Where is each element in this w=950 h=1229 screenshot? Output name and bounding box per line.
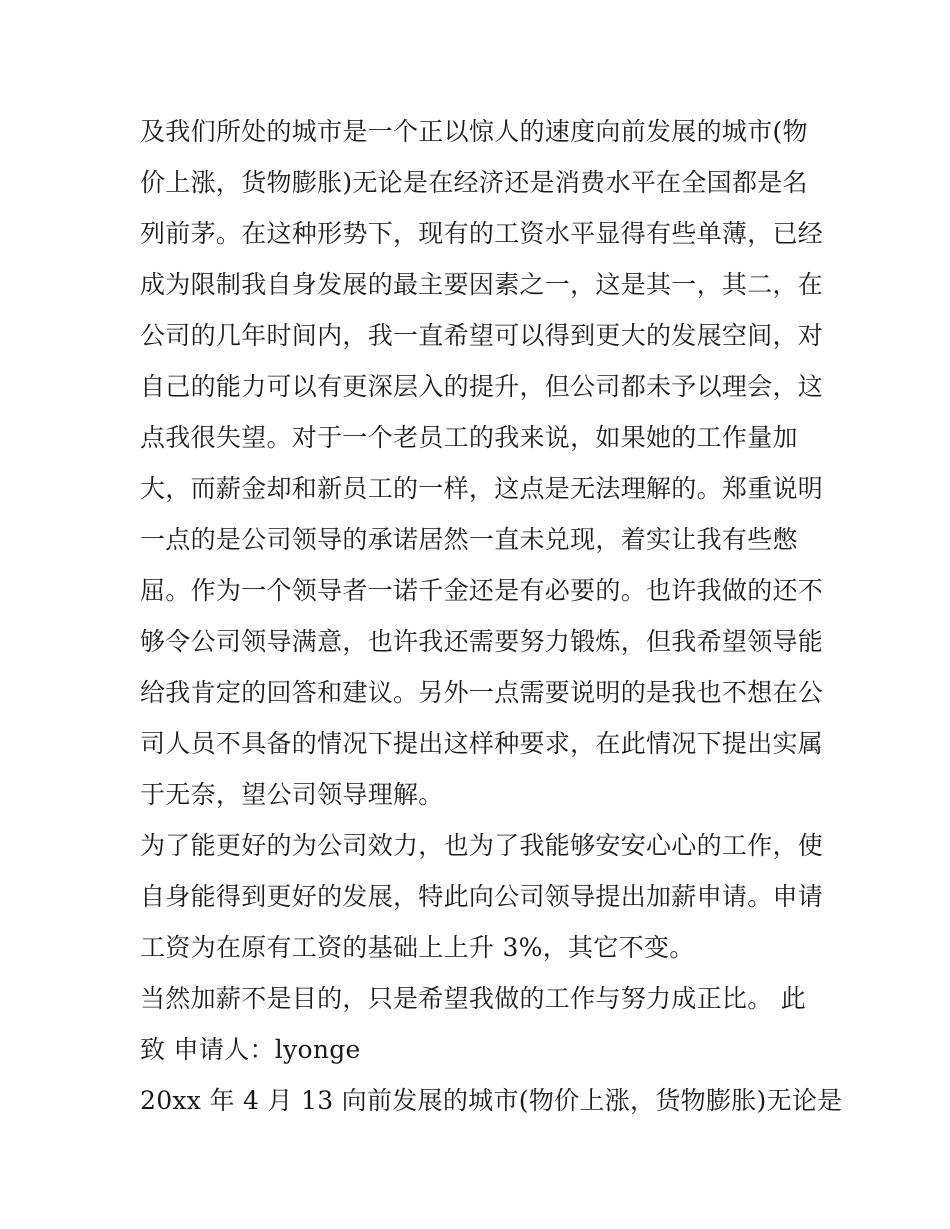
- text-line: 屈。作为一个领导者一诺千金还是有必要的。也许我做的还不: [140, 576, 824, 605]
- text-line: 自己的能力可以有更深层入的提升，但公司都未予以理会，这: [140, 372, 824, 401]
- text-line: 价上涨，货物膨胀)无论是在经济还是消费水平在全国都是名: [140, 168, 808, 197]
- text-line: 自身能得到更好的发展，特此向公司领导提出加薪申请。申请: [140, 882, 824, 911]
- text-line: 大，而薪金却和新员工的一样，这点是无法理解的。郑重说明: [140, 474, 824, 503]
- text-line: 致 申请人：lyonge: [140, 1035, 361, 1064]
- text-line: 为了能更好的为公司效力，也为了我能够安安心心的工作，使: [140, 831, 824, 860]
- text-line: 工资为在原有工资的基础上上升 3%，其它不变。: [140, 933, 695, 962]
- text-line: 够令公司领导满意，也许我还需要努力锻炼，但我希望领导能: [140, 627, 824, 656]
- text-line: 公司的几年时间内，我一直希望可以得到更大的发展空间，对: [140, 321, 824, 350]
- text-line: 点我很失望。对于一个老员工的我来说，如果她的工作量加: [140, 423, 798, 452]
- text-line: 司人员不具备的情况下提出这样种要求，在此情况下提出实属: [140, 729, 824, 758]
- text-line: 一点的是公司领导的承诺居然一直未兑现，着实让我有些憋: [140, 525, 798, 554]
- text-line: 20xx 年 4 月 13 向前发展的城市(物价上涨，货物膨胀)无论是: [140, 1086, 843, 1115]
- text-line: 列前茅。在这种形势下，现有的工资水平显得有些单薄，已经: [140, 219, 824, 248]
- document-body: [140, 106, 843, 1126]
- text-line: 给我肯定的回答和建议。另外一点需要说明的是我也不想在公: [140, 678, 824, 707]
- text-line: 当然加薪不是目的，只是希望我做的工作与努力成正比。 此: [140, 984, 807, 1013]
- text-line: 及我们所处的城市是一个正以惊人的速度向前发展的城市(物: [140, 117, 808, 146]
- text-line: 成为限制我自身发展的最主要因素之一，这是其一，其二，在: [140, 270, 824, 299]
- text-line: 于无奈，望公司领导理解。: [140, 780, 444, 809]
